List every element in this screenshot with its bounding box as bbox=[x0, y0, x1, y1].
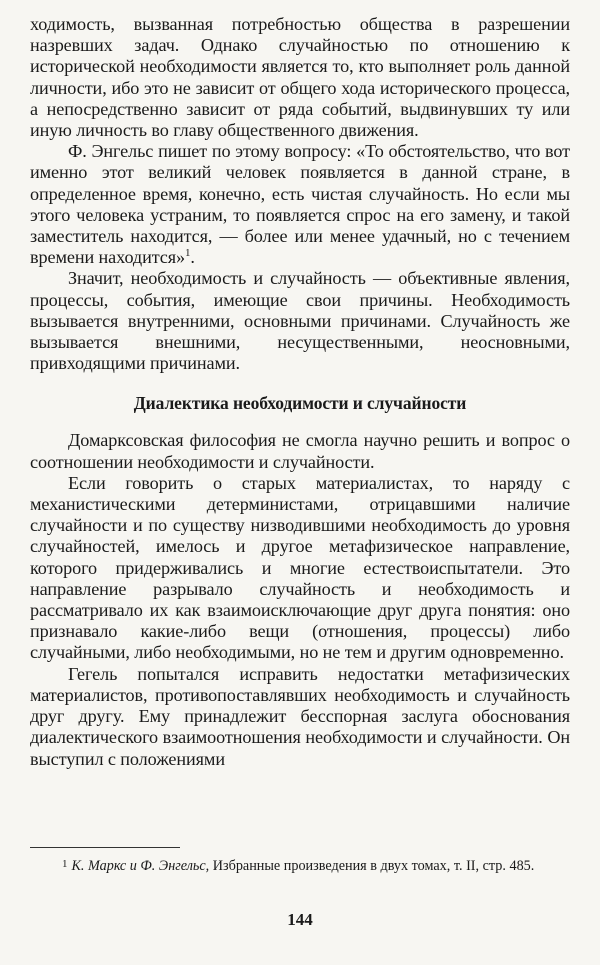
paragraph-6: Гегель попытался исправить недостатки метафизических материалистов, противопоставлявших необходимость и случайность друг другу. Ему принадлежит бесспорная заслуга обоснования диалектического взаимоотношения необходимости и случайности. Он выступил с положениями bbox=[30, 663, 570, 769]
page-body bbox=[30, 14, 570, 770]
footnote bbox=[30, 855, 568, 875]
footnote-divider bbox=[30, 847, 180, 848]
page-number: 144 bbox=[287, 910, 313, 929]
paragraph-2-end: . bbox=[190, 247, 195, 268]
footnote-authors: К. Маркс и Ф. Энгельс, bbox=[71, 858, 210, 874]
footnote-number: 1 bbox=[62, 858, 68, 870]
paragraph-4: Домарксовская философия не смогла научно решить и вопрос о соотношении необходимости и случайности. bbox=[30, 430, 570, 472]
paragraph-1: ходимость, вызванная потребностью общества в разрешении назревших задач. Однако случайностью по отношению к исторической необходимости является то, кто выполняет роль данной личности, ибо это не зависит от общего хода исторического процесса, а непосредственно зависит от ряда событий, выдвинувших ту или иную личность во главу общественного движения. bbox=[30, 14, 570, 141]
section-heading: Диалектика необходимости и случайности bbox=[133, 393, 467, 414]
footnote-text: Избранные произведения в двух томах, т. II, стр. 485. bbox=[212, 858, 535, 874]
paragraph-5: Если говорить о старых материалистах, то наряду с механистическими детерминистами, отрицавшими наличие случайности и по существу низводившими необходимость до уровня случайностей, имелось и другое метафизическое направление, которого придерживались и многие естествоиспытатели. Это направление разрывало случайность и необходимость и рассматривало их как взаимоисключающие друг друга понятия: оно признавало какие-либо вещи (отношения, процессы) либо случайными, либо необходимыми, но не тем и другим одновременно. bbox=[30, 472, 570, 663]
paragraph-2-text: Ф. Энгельс пишет по этому вопросу: «То обстоятельство, что вот именно этот великий человек появляется в данной стране, в определенное время, конечно, есть чистая случайность. Но если мы этого человека устраним, то появляется спрос на его замену, и такой заместитель находится, — более или менее удачный, но с течением времени находится» bbox=[30, 141, 570, 268]
paragraph-2 bbox=[30, 141, 570, 268]
paragraph-3: Значит, необходимость и случайность — объективные явления, процессы, события, имеющие свои причины. Необходимость вызывается внутренними, основными причинами. Случайность же вызывается внешними, несущественными, неосновными, привходящими причинами. bbox=[30, 268, 570, 374]
footnote-reference: 1 bbox=[185, 247, 191, 260]
